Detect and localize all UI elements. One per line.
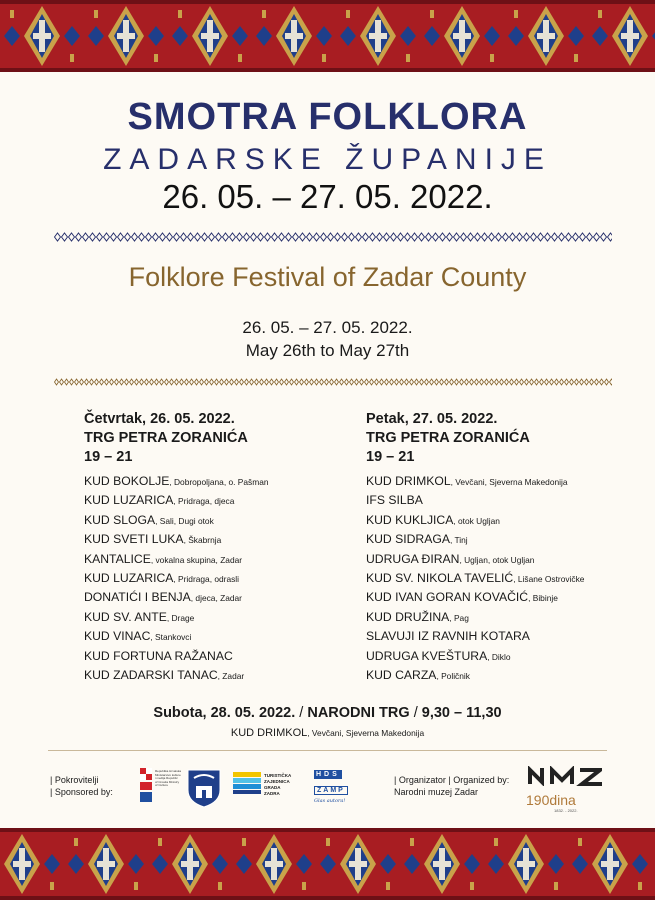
performer-item bbox=[84, 666, 344, 685]
tourism-text-3: GRADA ZADRA bbox=[264, 785, 281, 796]
performer-name: KUD FORTUNA RAŽANAC bbox=[84, 648, 233, 663]
performer-location: , vokalna skupina, Zadar bbox=[150, 554, 243, 565]
header-dates: 26. 05. – 27. 05. 2022. bbox=[162, 178, 493, 215]
top-decorative-band bbox=[0, 0, 655, 72]
performer-item bbox=[366, 608, 626, 627]
performer-location: , Ugljan, otok Ugljan bbox=[459, 554, 535, 565]
performer-item bbox=[84, 569, 344, 588]
performer-name: KUD LUZARICA bbox=[84, 493, 174, 508]
performer-name: KANTALICE bbox=[84, 551, 151, 566]
performer-location: , Sali, Dugi otok bbox=[155, 515, 214, 526]
performer-name: KUD SV. ANTE bbox=[84, 609, 167, 624]
tourism-text bbox=[264, 773, 293, 797]
performer-name: KUD SIDRAGA bbox=[366, 532, 450, 547]
performer-item bbox=[366, 511, 626, 530]
museum-span: 1832. - 2022. bbox=[554, 808, 578, 813]
hds-letters: HDS bbox=[316, 771, 340, 778]
performer-name: KUD CARZA bbox=[366, 668, 437, 683]
hds-box bbox=[314, 770, 360, 779]
performer-name: KUD SV. NIKOLA TAVELIĆ bbox=[366, 571, 514, 586]
divider-ornament-2 bbox=[54, 378, 612, 386]
performer-item bbox=[84, 472, 344, 491]
saturday-day: Subota, 28. 05. 2022. bbox=[153, 705, 296, 721]
friday-day: Petak, 27. 05. 2022. bbox=[366, 411, 498, 427]
performer-location: , Tinj bbox=[449, 535, 468, 546]
performer-name: KUD DRUŽINA bbox=[366, 609, 450, 624]
folk-pattern-top bbox=[0, 0, 655, 72]
performer-location: , Pag bbox=[449, 612, 469, 623]
performer-name: KUD SVETI LUKA bbox=[84, 532, 184, 547]
organizer-label bbox=[394, 774, 509, 798]
performer-name: KUD VINAC bbox=[84, 629, 151, 644]
performer-name: KUD DRIMKOL bbox=[230, 727, 308, 739]
divider-ornament-1 bbox=[54, 232, 612, 242]
croatian-checkerboard-icon bbox=[140, 768, 152, 804]
county-shield-icon bbox=[186, 768, 222, 808]
saturday-time: 9,30 – 11,30 bbox=[421, 705, 502, 721]
thursday-day: Četvrtak, 26. 05. 2022. bbox=[84, 411, 235, 427]
friday-venue: TRG PETRA ZORANIĆA bbox=[366, 430, 530, 446]
performer-item bbox=[84, 608, 344, 627]
performer-item bbox=[84, 550, 344, 569]
museum-anniversary-logo bbox=[526, 766, 608, 812]
nmz-monogram-icon bbox=[526, 766, 602, 786]
sponsor-label bbox=[50, 774, 113, 798]
performer-name: KUD KUKLJICA bbox=[366, 512, 454, 527]
museum-years: 190dina bbox=[526, 792, 576, 808]
performer-location: , Škabrnja bbox=[183, 535, 222, 546]
performer-location: , Vevčani, Sjeverna Makedonija bbox=[450, 477, 568, 487]
performer-item bbox=[366, 627, 626, 646]
performer-item bbox=[84, 627, 344, 646]
ministry-text: Republika Hrvatska Ministarstvo kulture i medija Republic of Croatia Ministry of Culture bbox=[155, 770, 181, 788]
performer-item bbox=[366, 530, 626, 549]
performer-item bbox=[84, 511, 344, 530]
performer-location: , Vevčani, Sjeverna Makedonija bbox=[307, 728, 425, 738]
performer-name: KUD LUZARICA bbox=[84, 571, 174, 586]
performer-location: , Pridraga, odrasli bbox=[173, 574, 240, 585]
english-dates: 26. 05. – 27. 05. 2022. bbox=[242, 318, 413, 337]
tourism-waves-icon bbox=[233, 772, 261, 794]
english-dates-text: May 26th to May 27th bbox=[245, 341, 410, 360]
performer-name: KUD BOKOLJE bbox=[84, 474, 170, 488]
tourism-text-1: TURISTIČKA bbox=[264, 773, 292, 778]
performer-location: , Diklo bbox=[487, 651, 511, 662]
performer-name: IFS SILBA bbox=[366, 493, 423, 508]
performer-name: KUD SLOGA bbox=[84, 512, 156, 527]
performer-item bbox=[84, 491, 344, 510]
title-line-2: ZADARSKE ŽUPANIJE bbox=[103, 143, 552, 176]
tourism-text-2: ZAJEDNICA bbox=[264, 779, 290, 784]
sponsor-label-en: | Sponsored by: bbox=[50, 787, 113, 797]
english-title: Folklore Festival of Zadar County bbox=[128, 262, 527, 292]
performer-item bbox=[366, 491, 626, 510]
ministry-of-culture-logo bbox=[140, 768, 181, 804]
performer-item bbox=[366, 569, 626, 588]
zamp-letters: ZAMP bbox=[314, 786, 348, 795]
organizer-name: Narodni muzej Zadar bbox=[394, 787, 479, 797]
performer-location: , Zadar bbox=[217, 671, 245, 682]
performer-item bbox=[366, 472, 626, 491]
performer-item bbox=[366, 666, 626, 685]
performer-name: UDRUGA ĐIRAN bbox=[366, 551, 460, 566]
organizer-label-text: | Organizator | Organized by: bbox=[394, 775, 510, 785]
bottom-decorative-band bbox=[0, 828, 655, 900]
thursday-time: 19 – 21 bbox=[84, 449, 133, 465]
performer-item bbox=[84, 647, 344, 666]
performer-item bbox=[366, 550, 626, 569]
tourism-board-logo bbox=[233, 770, 293, 800]
performer-location: , Pridraga, djeca bbox=[173, 496, 235, 507]
performer-location: , djeca, Zadar bbox=[190, 593, 242, 604]
folk-pattern-bottom bbox=[0, 828, 655, 900]
performer-name: SLAVUJI IZ RAVNIH KOTARA bbox=[366, 629, 530, 644]
performer-location: , Stankovci bbox=[150, 632, 192, 643]
saturday-venue: NARODNI TRG bbox=[307, 705, 410, 721]
performer-item bbox=[366, 647, 626, 666]
saturday-line: Subota, 28. 05. 2022. / NARODNI TRG / 9,30 – 11,30 bbox=[153, 705, 502, 721]
performer-item bbox=[84, 530, 344, 549]
title-line-1: SMOTRA FOLKLORA bbox=[127, 96, 528, 138]
performer-name: DONATIĆI I BENJA bbox=[84, 590, 191, 605]
thursday-program bbox=[84, 410, 344, 685]
performer-location: , Lišane Ostrovičke bbox=[513, 574, 585, 585]
performer-location: , Drage bbox=[166, 612, 195, 623]
performer-location: , Bibinje bbox=[528, 593, 558, 604]
footer-divider bbox=[48, 750, 607, 751]
performer-name: KUD IVAN GORAN KOVAČIĆ bbox=[366, 590, 529, 605]
performer-item bbox=[84, 588, 344, 607]
performer-name: UDRUGA KVEŠTURA bbox=[366, 648, 488, 663]
performer-location: , Dobropoljana, o. Pašman bbox=[169, 477, 269, 487]
performer-item bbox=[366, 588, 626, 607]
performer-location: , otok Ugljan bbox=[453, 515, 500, 526]
performer-name: KUD ZADARSKI TANAC bbox=[84, 668, 218, 683]
friday-program bbox=[366, 410, 626, 685]
performer-location: , Poličnik bbox=[436, 671, 470, 682]
zamp-slogan: Glas autora! bbox=[314, 798, 346, 804]
sponsor-label-hr: | Pokrovitelji bbox=[50, 775, 99, 785]
saturday-performer bbox=[0, 727, 655, 739]
thursday-venue: TRG PETRA ZORANIĆA bbox=[84, 430, 248, 446]
performer-name: KUD DRIMKOL bbox=[366, 474, 451, 488]
hds-zamp-logo bbox=[314, 770, 360, 804]
zadar-county-logo bbox=[186, 768, 222, 808]
friday-time: 19 – 21 bbox=[366, 449, 415, 465]
